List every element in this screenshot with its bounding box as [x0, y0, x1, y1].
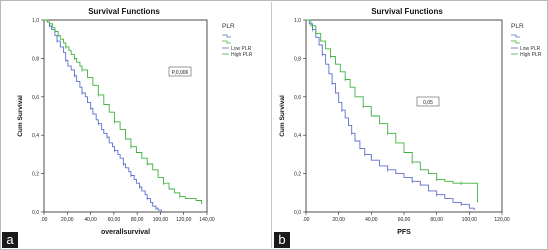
x-tick-label: 20,00 — [61, 217, 74, 223]
x-axis-label: overallsurvival — [100, 229, 151, 236]
x-tick-label: .00 — [302, 217, 310, 223]
x-tick-label: 40,00 — [365, 217, 378, 223]
annotation-text: P,0,006 — [171, 70, 189, 76]
y-tick-label: 0,4 — [32, 133, 39, 140]
y-tick-label: 1,0 — [32, 18, 39, 24]
chart-a — [2, 2, 271, 248]
x-tick-label: .00 — [40, 217, 48, 223]
x-tick-label: 80,00 — [430, 217, 443, 223]
y-tick-label: 1,0 — [294, 18, 301, 24]
plot-frame — [44, 20, 207, 212]
x-tick-label: 100,00 — [152, 217, 169, 223]
legend-label-low-plr: Low PLR — [231, 46, 252, 52]
legend-title: PLR — [222, 23, 235, 30]
x-tick-label: 80,00 — [130, 217, 144, 223]
y-tick-label: 0,6 — [32, 94, 39, 101]
panel-letter-b: b — [274, 232, 290, 248]
x-tick-label: 40,00 — [84, 217, 97, 223]
y-axis-label: Cum Survival — [17, 95, 24, 137]
y-tick-label: 0,8 — [294, 56, 301, 63]
y-tick-label: 0,4 — [294, 133, 301, 140]
x-tick-label: 60,00 — [397, 217, 411, 223]
y-tick-label: 0,6 — [294, 94, 301, 101]
y-tick-label: 0,2 — [32, 171, 39, 178]
chart-title: Survival Functions — [371, 7, 443, 16]
legend-label-high-plr: High PLR — [520, 52, 542, 58]
legend-title: PLR — [511, 23, 524, 30]
legend-label-high-plr: High PLR — [231, 52, 253, 58]
panel-a — [2, 2, 272, 248]
chart-b — [274, 2, 546, 248]
y-tick-label: 0,2 — [294, 171, 301, 178]
x-tick-label: 20,00 — [332, 217, 345, 223]
legend-label-low-plr: Low PLR — [520, 46, 541, 52]
panel-letter-a: a — [2, 232, 18, 248]
x-tick-label: 100,00 — [461, 217, 477, 223]
y-tick-label: 0,8 — [32, 56, 39, 63]
legend-symbol-low-step — [511, 35, 520, 37]
y-axis-label: Cum Survival — [279, 95, 286, 137]
x-tick-label: 120,00 — [494, 217, 510, 223]
chart-title: Survival Functions — [88, 7, 160, 16]
panel-b — [274, 2, 546, 248]
legend-symbol-high-step — [222, 41, 231, 43]
x-tick-label: 120,00 — [176, 217, 192, 223]
legend-symbol-low-step — [222, 35, 231, 37]
x-tick-label: 60,00 — [107, 217, 121, 223]
x-axis-label: PFS — [397, 229, 411, 236]
annotation-text: 0,05 — [423, 100, 433, 106]
y-tick-label: 0,0 — [294, 210, 301, 216]
legend-symbol-high-step — [511, 41, 520, 43]
x-tick-label: 140,00 — [199, 217, 215, 223]
y-tick-label: 0,0 — [32, 210, 39, 216]
